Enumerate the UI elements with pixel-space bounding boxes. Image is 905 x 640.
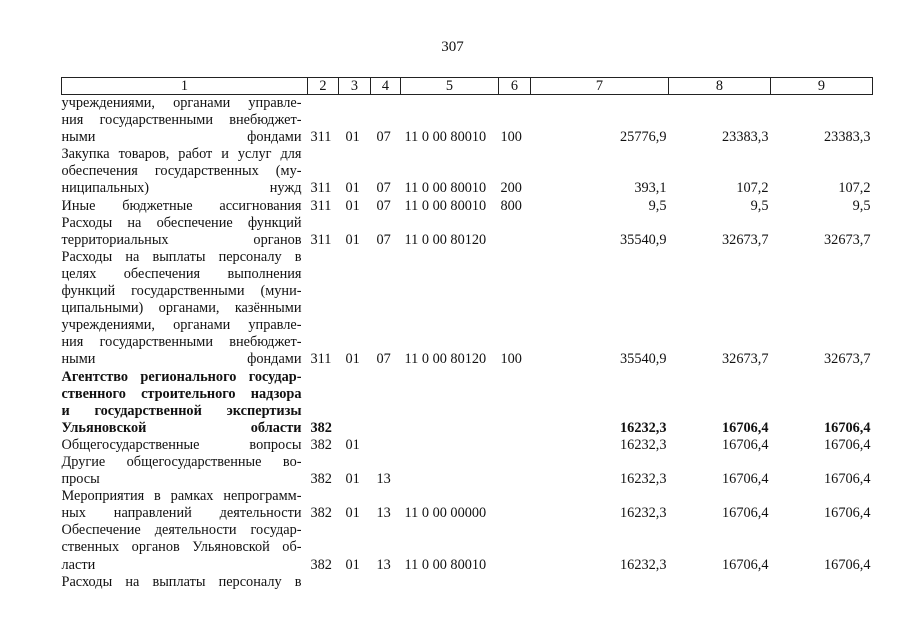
target-item-code: 11 0 00 80010 xyxy=(404,556,487,573)
chapter-code: 01 xyxy=(345,505,360,522)
target-item-code: 11 0 00 80120 xyxy=(404,231,487,248)
row-description xyxy=(62,146,308,197)
row-description xyxy=(62,522,308,573)
amount-col-8: 32673,7 xyxy=(722,351,769,368)
section-code: 311 xyxy=(310,129,332,146)
page-number: 307 xyxy=(441,39,464,55)
description-line: Ульяновской области xyxy=(61,419,302,436)
subchapter-code: 07 xyxy=(376,180,391,197)
description-line: обеспечения государственных (му- xyxy=(61,163,302,180)
table-row xyxy=(62,488,873,522)
row-description xyxy=(62,198,308,215)
chapter-code: 01 xyxy=(345,471,360,488)
section-code: 382 xyxy=(310,436,332,453)
amount-col-8: 16706,4 xyxy=(722,436,769,453)
header-col-1: 1 xyxy=(62,78,308,95)
table-row xyxy=(62,369,873,437)
description-line: Расходы на обеспечение функций xyxy=(61,214,302,231)
subchapter-code: 07 xyxy=(376,351,391,368)
amount-col-7: 16232,3 xyxy=(620,471,667,488)
target-item-code xyxy=(401,574,499,591)
expense-type-code xyxy=(499,522,531,573)
target-item-code: 11 0 00 80010 xyxy=(404,197,487,214)
description-line: ния государственными внебюджет- xyxy=(61,334,302,351)
amount-col-9: 107,2 xyxy=(838,180,871,197)
budget-table xyxy=(61,77,873,591)
section-code: 382 xyxy=(310,471,332,488)
header-col-2: 2 xyxy=(308,78,339,95)
description-line: функций государственными (муни- xyxy=(61,283,302,300)
table-row xyxy=(62,146,873,197)
chapter-code: 01 xyxy=(345,180,360,197)
table-row xyxy=(62,574,873,591)
header-col-4: 4 xyxy=(371,78,401,95)
row-description xyxy=(62,215,308,249)
amount-col-9: 16706,4 xyxy=(824,419,871,436)
amount-col-8: 16706,4 xyxy=(722,419,769,436)
subchapter-code xyxy=(371,369,401,437)
row-description xyxy=(62,437,308,454)
table-header-row xyxy=(62,78,873,95)
amount-col-7: 35540,9 xyxy=(620,231,667,248)
expense-type-code: 100 xyxy=(500,129,522,146)
row-description xyxy=(62,95,308,147)
table-row xyxy=(62,249,873,369)
chapter-code: 01 xyxy=(345,436,360,453)
header-col-8: 8 xyxy=(669,78,771,95)
amount-col-7: 35540,9 xyxy=(620,351,667,368)
description-line: ственных органов Ульяновской об- xyxy=(61,539,302,556)
row-description xyxy=(62,488,308,522)
description-line: Общегосударственные вопросы xyxy=(61,436,302,453)
description-line: и государственной экспертизы xyxy=(61,402,302,419)
subchapter-code xyxy=(371,437,401,454)
header-col-5: 5 xyxy=(401,78,499,95)
amount-col-9: 16706,4 xyxy=(824,436,871,453)
description-line: Расходы на выплаты персоналу в xyxy=(61,573,302,590)
section-code: 311 xyxy=(310,351,332,368)
table-row xyxy=(62,95,873,147)
expense-type-code xyxy=(499,369,531,437)
target-item-code: 11 0 00 80120 xyxy=(404,351,487,368)
amount-col-7: 393,1 xyxy=(634,180,667,197)
section-code: 382 xyxy=(310,419,332,436)
expense-type-code xyxy=(499,488,531,522)
table-row xyxy=(62,522,873,573)
table-row xyxy=(62,215,873,249)
description-line: учреждениями, органами управле- xyxy=(61,317,302,334)
header-col-9: 9 xyxy=(771,78,873,95)
amount-col-7: 16232,3 xyxy=(620,505,667,522)
subchapter-code: 13 xyxy=(376,505,391,522)
amount-col-8: 16706,4 xyxy=(722,505,769,522)
target-item-code: 11 0 00 80010 xyxy=(404,180,487,197)
chapter-code: 01 xyxy=(345,197,360,214)
amount-col-7: 16232,3 xyxy=(620,419,667,436)
description-line: ния государственными внебюджет- xyxy=(61,112,302,129)
amount-col-9: 23383,3 xyxy=(824,129,871,146)
expense-type-code xyxy=(499,454,531,488)
table-body xyxy=(62,95,873,591)
subchapter-code: 07 xyxy=(376,129,391,146)
table-row xyxy=(62,454,873,488)
expense-type-code xyxy=(499,574,531,591)
target-item-code xyxy=(401,437,499,454)
row-description xyxy=(62,454,308,488)
table-row xyxy=(62,437,873,454)
section-code: 311 xyxy=(310,197,332,214)
header-col-3: 3 xyxy=(339,78,371,95)
chapter-code: 01 xyxy=(345,129,360,146)
description-line: Агентство регионального государ- xyxy=(61,368,302,385)
expense-type-code xyxy=(499,215,531,249)
target-item-code: 11 0 00 80010 xyxy=(404,129,487,146)
description-line: ципальными) органами, казёнными xyxy=(61,300,302,317)
amount-col-8: 16706,4 xyxy=(722,556,769,573)
description-line: целях обеспечения выполнения xyxy=(61,265,302,282)
target-item-code: 11 0 00 00000 xyxy=(404,505,487,522)
target-item-code xyxy=(401,454,499,488)
amount-col-8: 32673,7 xyxy=(722,231,769,248)
amount-col-9: 9,5 xyxy=(852,197,871,214)
chapter-code: 01 xyxy=(345,351,360,368)
amount-col-8: 9,5 xyxy=(750,197,769,214)
description-line: Иные бюджетные ассигнования xyxy=(61,197,302,214)
description-line: Мероприятия в рамках непрограмм- xyxy=(61,488,302,505)
table-row xyxy=(62,198,873,215)
header-col-6: 6 xyxy=(499,78,531,95)
description-line: Обеспечение деятельности государ- xyxy=(61,522,302,539)
description-line: учреждениями, органами управле- xyxy=(61,95,302,111)
subchapter-code: 13 xyxy=(376,556,391,573)
subchapter-code xyxy=(371,574,401,591)
description-line: ниципальных) нужд xyxy=(61,180,302,197)
chapter-code xyxy=(339,369,371,437)
amount-col-9: 16706,4 xyxy=(824,505,871,522)
section-code: 382 xyxy=(310,556,332,573)
description-line: просы xyxy=(61,471,100,488)
chapter-code: 01 xyxy=(345,556,360,573)
expense-type-code: 100 xyxy=(500,351,522,368)
amount-col-9: 32673,7 xyxy=(824,231,871,248)
expense-type-code: 200 xyxy=(500,180,522,197)
amount-col-9 xyxy=(771,574,873,591)
description-line: ственного строительного надзора xyxy=(61,385,302,402)
amount-col-7: 9,5 xyxy=(648,197,667,214)
description-line: ласти xyxy=(61,556,96,573)
description-line: ными фондами xyxy=(61,351,302,368)
row-description xyxy=(62,249,308,369)
target-item-code xyxy=(401,369,499,437)
section-code: 311 xyxy=(310,180,332,197)
description-line: территориальных органов xyxy=(61,231,302,248)
section-code xyxy=(308,574,339,591)
description-line: Расходы на выплаты персоналу в xyxy=(61,248,302,265)
subchapter-code: 13 xyxy=(376,471,391,488)
header-col-7: 7 xyxy=(531,78,669,95)
description-line: Другие общегосударственные во- xyxy=(61,453,302,470)
amount-col-8 xyxy=(669,574,771,591)
amount-col-7 xyxy=(531,574,669,591)
amount-col-8: 16706,4 xyxy=(722,471,769,488)
amount-col-8: 107,2 xyxy=(736,180,769,197)
chapter-code: 01 xyxy=(345,231,360,248)
chapter-code xyxy=(339,574,371,591)
section-code: 311 xyxy=(310,231,332,248)
section-code: 382 xyxy=(310,505,332,522)
description-line: Закупка товаров, работ и услуг для xyxy=(61,146,302,163)
subchapter-code: 07 xyxy=(376,231,391,248)
expense-type-code xyxy=(499,437,531,454)
expense-type-code: 800 xyxy=(500,197,522,214)
amount-col-7: 25776,9 xyxy=(620,129,667,146)
row-description xyxy=(62,574,308,591)
amount-col-9: 16706,4 xyxy=(824,556,871,573)
amount-col-8: 23383,3 xyxy=(722,129,769,146)
description-line: ных направлений деятельности xyxy=(61,505,302,522)
amount-col-9: 16706,4 xyxy=(824,471,871,488)
amount-col-9: 32673,7 xyxy=(824,351,871,368)
subchapter-code: 07 xyxy=(376,197,391,214)
amount-col-7: 16232,3 xyxy=(620,556,667,573)
row-description xyxy=(62,369,308,437)
amount-col-7: 16232,3 xyxy=(620,436,667,453)
description-line: ными фондами xyxy=(61,129,302,146)
